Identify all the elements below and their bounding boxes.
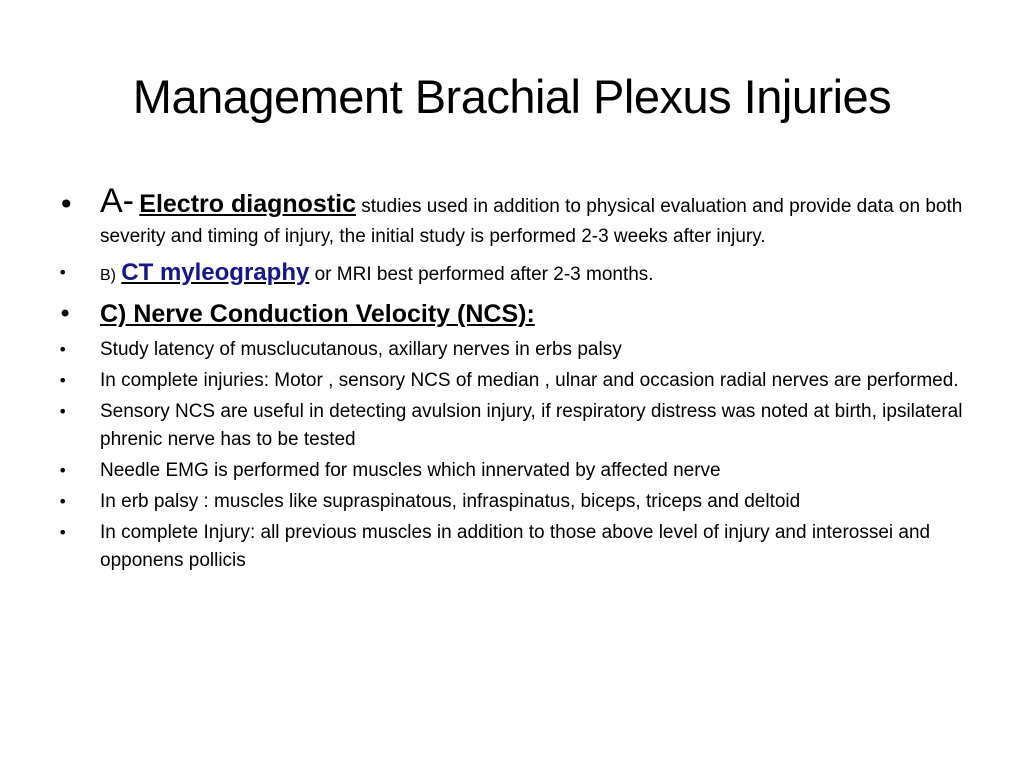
list-item <box>58 457 968 485</box>
list-item <box>58 488 968 516</box>
key-term: Electro diagnostic <box>139 190 356 218</box>
list-item-text: In erb palsy : muscles like supraspinatous, infraspinatus, biceps, triceps and deltoid <box>100 491 801 512</box>
bullet-dot-icon: • <box>58 188 75 221</box>
bullet-dot-icon: • <box>58 300 73 328</box>
bullet-text: or MRI best performed after 2-3 months. <box>314 264 654 285</box>
bullet-dot-icon: • <box>58 461 68 480</box>
list-item <box>58 367 968 395</box>
key-term: CT myleography <box>121 259 310 286</box>
list-item <box>58 398 968 454</box>
slide-title: Management Brachial Plexus Injuries <box>132 70 892 123</box>
list-item-text: In complete injuries: Motor , sensory NCS of median , ulnar and occasion radial nerves are performed. <box>100 370 959 391</box>
bullet-list <box>58 182 968 575</box>
bullet-ct-myleography <box>58 258 968 291</box>
list-item-text: Study latency of musclucutanous, axillary nerves in erbs palsy <box>100 339 622 360</box>
bullet-marker: A- <box>100 182 134 220</box>
bullet-dot-icon: • <box>58 402 68 421</box>
list-item-text: In complete Injury: all previous muscles in addition to those above level of injury and interossei and opponens pollicis <box>100 522 931 571</box>
list-item-text: Needle EMG is performed for muscles which innervated by affected nerve <box>100 460 721 481</box>
bullet-dot-icon: • <box>58 523 68 542</box>
bullet-marker: B) <box>100 267 116 284</box>
list-item <box>58 519 968 575</box>
list-item <box>58 336 968 364</box>
list-item-text: Sensory NCS are useful in detecting avulsion injury, if respiratory distress was noted at birth, ipsilateral phrenic nerve has to be tested <box>100 401 963 450</box>
bullet-dot-icon: • <box>58 371 68 390</box>
bullet-electro-diagnostic <box>58 182 968 252</box>
bullet-ncs-heading <box>58 295 968 333</box>
section-heading: C) Nerve Conduction Velocity (NCS): <box>100 300 535 328</box>
bullet-dot-icon: • <box>58 340 68 359</box>
bullet-text: studies used in addition to physical evaluation and provide data on both severity and timing of injury, the initial study is performed 2-3 weeks after injury. <box>100 196 963 247</box>
bullet-dot-icon: • <box>58 263 68 282</box>
bullet-dot-icon: • <box>58 492 68 511</box>
